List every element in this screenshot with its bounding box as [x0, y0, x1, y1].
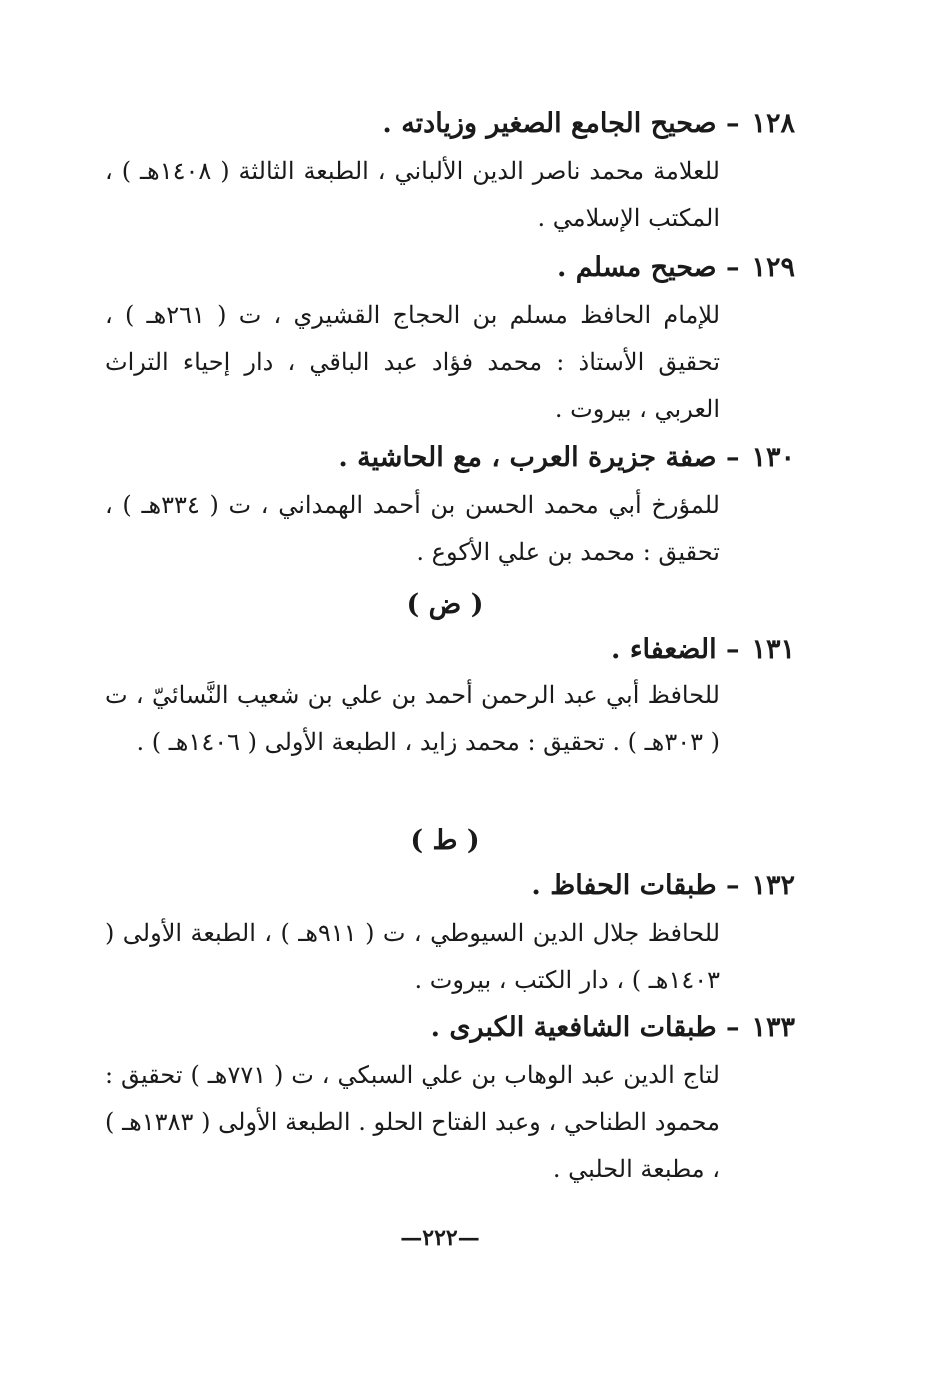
entry-body-131: للحافظ أبي عبد الرحمن أحمد بن علي بن شعيب النَّسائيّ ، ت ( ٣٠٣هـ ) . تحقيق : محمد زايد ، الطبعة الأولى ( ١٤٠٦هـ ) . [105, 681, 720, 756]
entry-body-130: للمؤرخ أبي محمد الحسن بن أحمد الهمداني ، ت ( ٣٣٤هـ ) ، تحقيق : محمد بن علي الأكوع . [105, 491, 720, 566]
entry-title-131 [95, 626, 795, 674]
entry-body-128: للعلامة محمد ناصر الدين الألباني ، الطبعة الثالثة ( ١٤٠٨هـ ) ، المكتب الإسلامي . [105, 157, 720, 232]
entry-title-text: – صحيح الجامع الصغير وزيادته . [382, 108, 740, 139]
entry-body-133: لتاج الدين عبد الوهاب بن علي السبكي ، ت ( ٧٧١هـ ) تحقيق : محمود الطناحي ، وعبد الفتاح الحلو . الطبعة الأولى ( ١٣٨٣هـ ) ، مطبعة الحلبي . [105, 1061, 721, 1183]
section-heading-dad: ( ض ) [406, 589, 484, 620]
entry-title-129 [95, 244, 795, 292]
entry-title-130 [95, 434, 795, 482]
entry-title-text: – طبقات الحفاظ . [531, 870, 740, 901]
entry-number: ١٣١ [751, 634, 795, 665]
entry-title-text: – صحيح مسلم . [556, 252, 740, 283]
entry-title-128 [95, 100, 795, 148]
page-number: —٢٢٢— [400, 1225, 480, 1251]
entry-title-text: – طبقات الشافعية الكبرى . [430, 1012, 740, 1043]
section-heading-ta: ( ط ) [410, 825, 480, 856]
entry-number: ١٢٨ [751, 108, 795, 139]
entry-body-129: للإمام الحافظ مسلم بن الحجاج القشيري ، ت ( ٢٦١هـ ) ، تحقيق الأستاذ : محمد فؤاد عبد الباقي ، دار إحياء التراث العربي ، بيروت . [105, 301, 721, 423]
entry-number: ١٣٢ [751, 870, 795, 901]
entry-number: ١٣٣ [751, 1012, 795, 1043]
entry-body-132: للحافظ جلال الدين السيوطي ، ت ( ٩١١هـ ) ، الطبعة الأولى ( ١٤٠٣هـ ) ، دار الكتب ، بيروت . [105, 919, 721, 994]
entry-title-text: – الضعفاء . [611, 634, 740, 665]
entry-number: ١٢٩ [751, 252, 795, 283]
entry-title-132 [95, 862, 795, 910]
entry-title-133 [95, 1004, 795, 1052]
entry-number: ١٣٠ [751, 442, 795, 473]
entry-title-text: – صفة جزيرة العرب ، مع الحاشية . [338, 442, 740, 473]
